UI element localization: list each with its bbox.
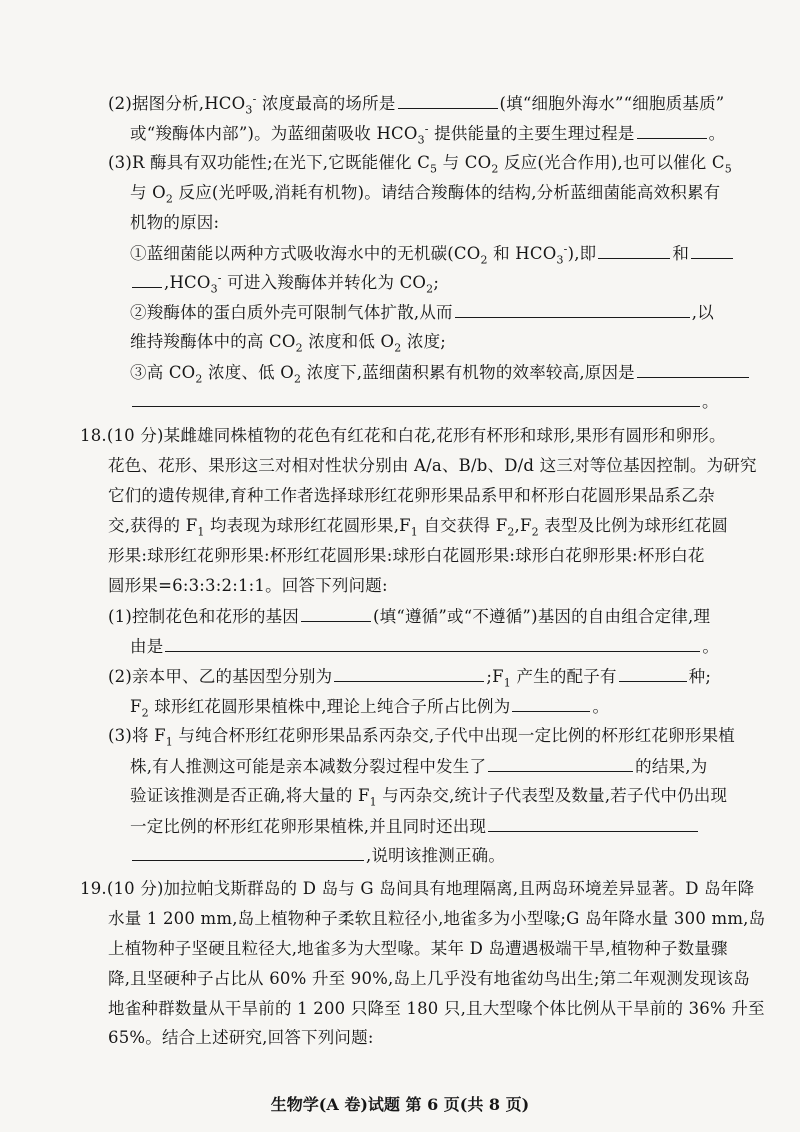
q17-part3-line1: (3)R 酶具有双功能性;在光下,它既能催化 $C_5$ 与 $CO_2$ 反应(光合作用),也可以催化 $C_5$ bbox=[108, 153, 732, 176]
q19-stem-line6: 65%。结合上述研究,回答下列问题: bbox=[108, 1028, 374, 1047]
answer-blank[interactable] bbox=[637, 361, 749, 378]
q19-stem-line2: 水量 1 200 mm,岛上植物种子柔软且粒径小,地雀多为小型喙;G 岛年降水量 300 mm,岛 bbox=[108, 909, 766, 928]
q18-part1-line1: (1)控制花色和花形的基因 (填“遵循”或“不遵循”)基因的自由组合定律,理 bbox=[108, 607, 711, 626]
q17-part2-line2: 或“羧酶体内部”)。为蓝细菌吸收 $HCO_3^-$ 提供能量的主要生理过程是 。 bbox=[130, 122, 726, 147]
answer-blank[interactable] bbox=[619, 665, 687, 682]
q17-part3-line2: 与 $O_2$ 反应(光呼吸,消耗有机物)。请结合羧酶体的结构,分析蓝细菌能高效积累有 bbox=[130, 183, 721, 206]
q19-stem-line3: 上植物种子坚硬且粒径大,地雀多为大型喙。某年 D 岛遭遇极端干旱,植物种子数量骤 bbox=[108, 939, 728, 958]
q18-part3-line4: 一定比例的杯形红花卵形果植株,并且同时还出现 bbox=[130, 815, 700, 838]
page-footer: 生物学(A 卷)试题 第 6 页(共 8 页) bbox=[270, 1095, 530, 1114]
q17-part3-line3: 机物的原因: bbox=[130, 213, 220, 232]
q17-sub1-line2: $,HCO_3^-$ 可进入羧酶体并转化为 $CO_2$; bbox=[130, 271, 439, 294]
q17-sub3-line1: ③高 $CO_2$ 浓度、低 $O_2$ 浓度下,蓝细菌积累有机物的效率较高,原因是 bbox=[130, 361, 751, 384]
answer-blank[interactable] bbox=[691, 242, 733, 259]
answer-blank[interactable] bbox=[132, 271, 162, 288]
q17-sub3-line2: 。 bbox=[130, 390, 719, 413]
answer-blank[interactable] bbox=[398, 92, 498, 109]
answer-blank[interactable] bbox=[301, 605, 371, 622]
q19-stem-line1: 19.(10 分)加拉帕戈斯群岛的 D 岛与 G 岛间具有地理隔离,且两岛环境差异显著。D 岛年降 bbox=[80, 879, 755, 898]
q18-part3-line3: 验证该推测是否正确,将大量的 $F_1$ 与丙杂交,统计子代表型及数量,若子代中仍出现 bbox=[130, 786, 728, 809]
q18-part3-line2: 株,有人推测这可能是亲本减数分裂过程中发生了 的结果,为 bbox=[130, 757, 708, 776]
answer-blank[interactable] bbox=[488, 815, 698, 832]
q18-stem-line2: 花色、花形、果形这三对相对性状分别由 A/a、B/b、D/d 这三对等位基因控制。为研究 bbox=[108, 456, 757, 475]
answer-blank[interactable] bbox=[455, 301, 690, 318]
q18-stem-line1: 18.(10 分)某雌雄同株植物的花色有红花和白花,花形有杯形和球形,果形有圆形和卵形。 bbox=[80, 426, 726, 445]
answer-blank[interactable] bbox=[334, 665, 484, 682]
q18-stem-line5: 形果:球形红花卵形果:杯形红花圆形果:球形白花圆形果:球形白花卵形果:杯形白花 bbox=[108, 546, 705, 565]
q17-sub1-line1: ①蓝细菌能以两种方式吸收海水中的无机碳($CO_2$ 和 $HCO_3^-$),即 和 bbox=[130, 242, 735, 265]
answer-blank[interactable] bbox=[488, 755, 633, 772]
q18-stem-line4: 交,获得的 $F_1$ 均表现为球形红花圆形果$,F_1$ 自交获得 $F_2,F_2$ 表型及比例为球形红花圆 bbox=[108, 516, 728, 539]
answer-blank[interactable] bbox=[637, 122, 707, 139]
answer-blank[interactable] bbox=[598, 242, 670, 259]
answer-blank[interactable] bbox=[512, 695, 590, 712]
q18-part2-line1: (2)亲本甲、乙的基因型分别为 $;F_1$ 产生的配子有 种; bbox=[108, 667, 712, 690]
q18-part1-line2: 由是 。 bbox=[130, 637, 720, 656]
q18-part3-line5: ,说明该推测正确。 bbox=[130, 844, 505, 867]
q17-part2-line1: (2)据图分析$,HCO_3^-$ 浓度最高的场所是 (填“细胞外海水”“细胞质基质” bbox=[108, 92, 725, 117]
answer-blank[interactable] bbox=[165, 635, 700, 652]
answer-blank[interactable] bbox=[132, 390, 700, 407]
answer-blank[interactable] bbox=[132, 844, 364, 861]
q18-part2-line2: $F_2$ 球形红花圆形果植株中,理论上纯合子所占比例为 。 bbox=[130, 697, 610, 720]
q18-part3-line1: (3)将 $F_1$ 与纯合杯形红花卵形果品系丙杂交,子代中出现一定比例的杯形红花卵形果植 bbox=[108, 726, 735, 749]
q17-sub2-line2: 维持羧酶体中的高 $CO_2$ 浓度和低 $O_2$ 浓度; bbox=[130, 332, 447, 355]
q18-stem-line3: 它们的遗传规律,育种工作者选择球形红花卵形果品系甲和杯形白花圆形果品系乙杂 bbox=[108, 486, 715, 505]
q18-stem-line6: 圆形果=6:3:3:2:1:1。回答下列问题: bbox=[108, 576, 388, 595]
q19-stem-line5: 地雀种群数量从干旱前的 1 200 只降至 180 只,且大型喙个体比例从干旱前的 36% 升至 bbox=[108, 999, 765, 1018]
q17-sub2-line1: ②羧酶体的蛋白质外壳可限制气体扩散,从而 ,以 bbox=[130, 303, 714, 322]
q19-stem-line4: 降,且坚硬种子占比从 60% 升至 90%,岛上几乎没有地雀幼鸟出生;第二年观测发现该岛 bbox=[108, 969, 750, 988]
